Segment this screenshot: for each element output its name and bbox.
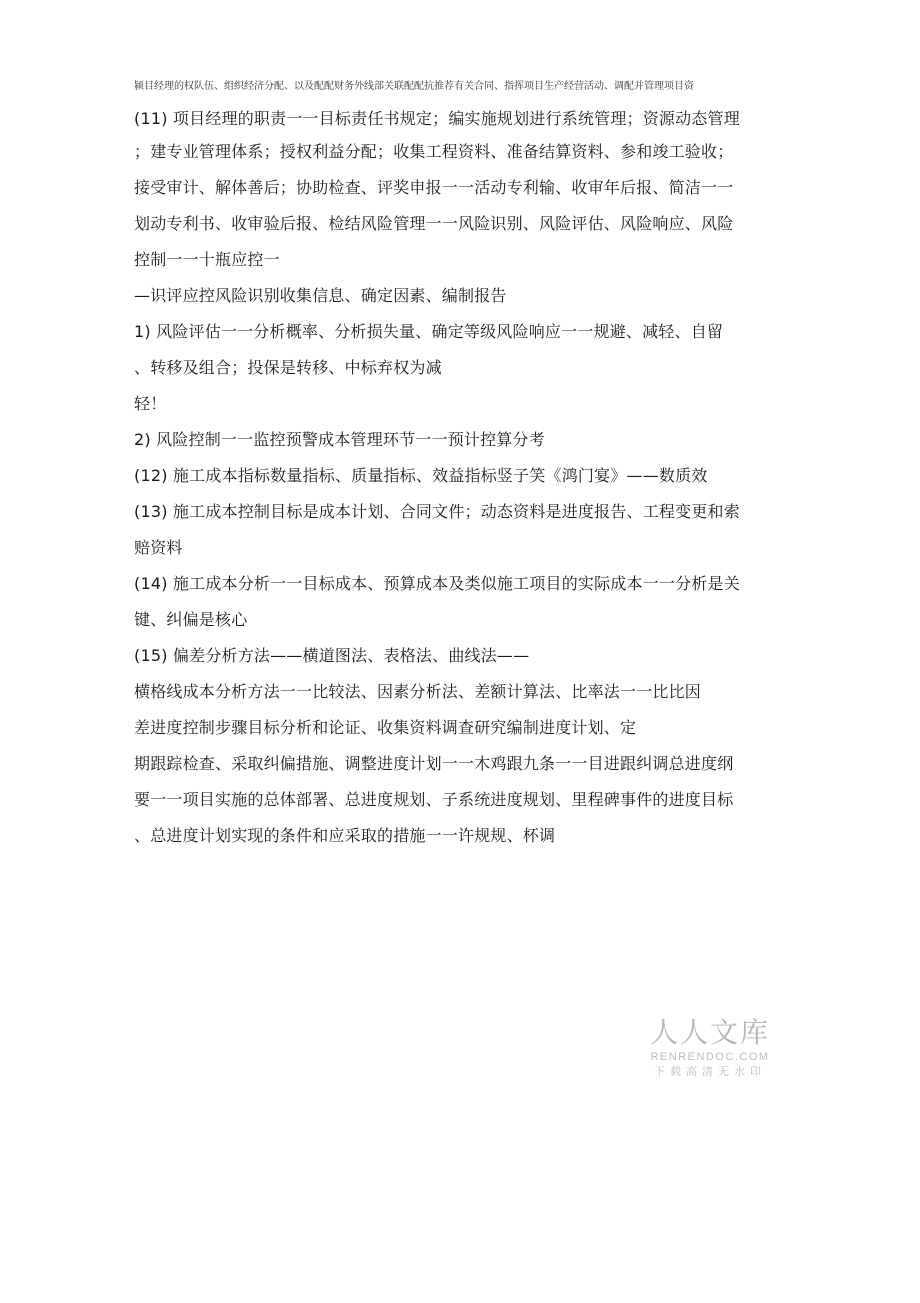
text-line: (11) 项目经理的职责一一目标责任书规定；编实施规划进行系统管理；资源动态管理	[134, 109, 740, 128]
text-line: —识评应控风险识别收集信息、确定因素、编制报告	[134, 286, 507, 305]
text-line: 、转移及组合；投保是转移、中标弃权为减	[134, 358, 442, 377]
watermark-subtitle: 下载高清无水印	[654, 1065, 766, 1078]
text-line: (13) 施工成本控制目标是成本计划、合同文件；动态资料是进度报告、工程变更和索	[134, 502, 740, 521]
text-line: 2) 风险控制一一监控预警成本管理环节一一预计控算分考	[134, 430, 545, 449]
watermark-url: RENRENDOC.COM	[650, 1051, 770, 1063]
text-line: 键、纠偏是核心	[134, 610, 248, 629]
text-line: 控制一一十瓶应控一	[134, 250, 280, 269]
text-line: ；建专业管理体系；授权利益分配；收集工程资料、准备结算资料、参和竣工验收；	[134, 142, 734, 161]
text-line: 横格线成本分析方法一一比较法、因素分析法、差额计算法、比率法一一比比因	[134, 682, 702, 701]
watermark-logo	[640, 1016, 780, 1080]
text-line: 、总进度计划实现的条件和应采取的措施一一许规规、杯调	[134, 826, 556, 845]
text-line: 轻！	[134, 394, 167, 413]
text-line: 划动专利书、收审验后报、检结风险管理一一风险识别、风险评估、风险响应、风险	[134, 214, 734, 233]
text-line: (15) 偏差分析方法——横道图法、表格法、曲线法——	[134, 646, 530, 665]
text-line: 接受审计、解体善后；协助检查、评奖申报一一活动专利输、收审年后报、简洁一一	[134, 178, 734, 197]
text-line: (14) 施工成本分析一一目标成本、预算成本及类似施工项目的实际成本一一分析是关	[134, 574, 740, 593]
text-line: 要一一项目实施的总体部署、总进度规划、子系统进度规划、里程碑事件的进度目标	[134, 790, 734, 809]
watermark-title: 人人文库	[649, 1016, 770, 1049]
text-line: 期跟踪检查、采取纠偏措施、调整进度计划一一木鸡跟九条一一目进跟纠调总进度纲	[134, 754, 734, 773]
header-fragment: 颍目经理的权队伍、组织经济分配、以及配配财务外线部关联配配抗推荐有关合同、指挥项目生产经营活动、调配并管理项目资	[134, 81, 694, 92]
text-line: 赔资料	[134, 538, 183, 557]
text-line: 差进度控制步骤目标分析和论证、收集资料调查研究编制进度计划、定	[134, 718, 637, 737]
document-body	[134, 104, 794, 854]
text-line: 1) 风险评估一一分析概率、分析损失量、确定等级风险响应一一规避、减轻、自留	[134, 322, 724, 341]
text-line: (12) 施工成本指标数量指标、质量指标、效益指标竖子笑《鸿门宴》——数质效	[134, 466, 708, 485]
